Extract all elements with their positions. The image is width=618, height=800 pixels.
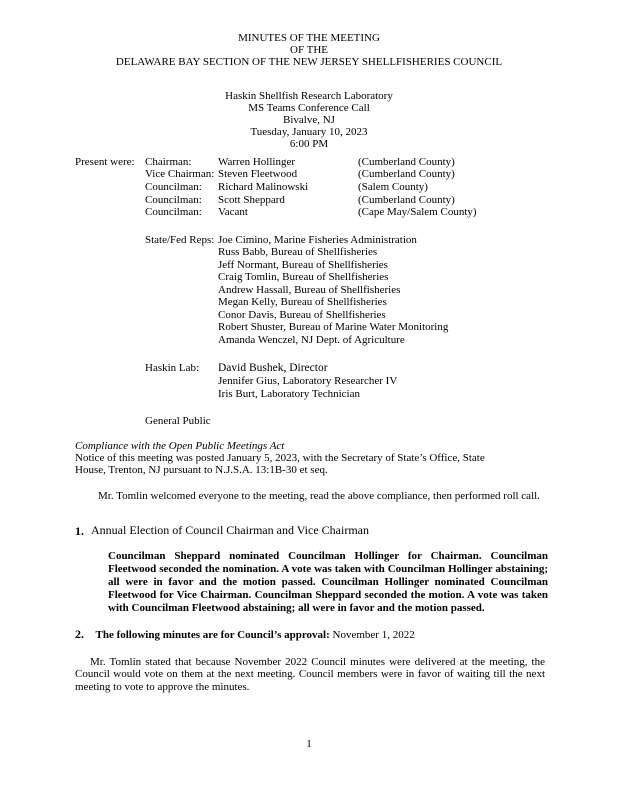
general-public: General Public [145,415,211,427]
section-2-number: 2. [75,627,84,641]
section-1-title: Annual Election of Council Chairman and Vice Chairman [91,523,369,537]
compliance-title: Compliance with the Open Public Meetings Act [75,440,285,452]
state-rep: Russ Babb, Bureau of Shellfisheries [218,246,378,258]
state-rep: Megan Kelly, Bureau of Shellfisheries [218,296,387,308]
council-name: Vacant [218,206,248,218]
council-role: Chairman: [145,156,192,168]
meeting-date: Tuesday, January 10, 2023 [250,126,368,138]
council-county: (Cumberland County) [358,194,455,206]
title-line-1: MINUTES OF THE MEETING [238,32,380,44]
council-name: Steven Fleetwood [218,168,298,180]
present-label: Present were: [75,156,135,168]
state-rep: Jeff Normant, Bureau of Shellfisheries [218,259,388,271]
state-rep: Andrew Hassall, Bureau of Shellfisheries [218,284,401,296]
title-line-2: OF THE [290,44,328,56]
meeting-time: 6:00 PM [289,138,329,150]
council-name: Warren Hollinger [218,156,295,168]
haskin-member: Iris Burt, Laboratory Technician [218,388,360,400]
section-2-heading [75,628,415,641]
state-rep: Robert Shuster, Bureau of Marine Water Monitoring [218,321,449,333]
page-number: 1 [306,738,312,750]
meeting-town: Bivalve, NJ [283,114,335,126]
section-1-number: 1. [75,524,84,538]
council-county: (Cumberland County) [358,168,455,180]
council-role: Councilman: [145,206,202,218]
council-role: Councilman: [145,194,202,206]
state-rep: Joe Cimino, Marine Fisheries Administration [218,234,417,246]
title-line-3: DELAWARE BAY SECTION OF THE NEW JERSEY SHELLFISHERIES COUNCIL [115,56,503,68]
council-role: Vice Chairman: [145,168,215,180]
council-county: (Salem County) [358,181,428,193]
haskin-label: Haskin Lab: [145,362,200,374]
council-county: (Cape May/Salem County) [358,206,477,218]
section-1-body: Councilman Sheppard nominated Councilman Hollinger for Chairman. Councilman Fleetwood seconded the nomination. A vote was taken with Councilman Hollinger abstaining; all were in favor and the motion passed. Councilman Hollinger nominated Councilman Fleetwood for Vice Chairman. Councilman Sheppard seconded the motion. A vote was taken with Councilman Fleetwood abstaining; all were in favor and the motion passed. [108,550,548,614]
state-rep: Craig Tomlin, Bureau of Shellfisheries [218,271,389,283]
haskin-member: Jennifer Gius, Laboratory Researcher IV [218,375,398,387]
council-name: Richard Malinowski [218,181,309,193]
state-reps-label: State/Fed Reps: [145,234,215,246]
welcome-paragraph: Mr. Tomlin welcomed everyone to the meeting, read the above compliance, then performed roll call. [98,490,540,502]
council-role: Councilman: [145,181,202,193]
council-county: (Cumberland County) [358,156,455,168]
meeting-call: MS Teams Conference Call [248,102,370,114]
section-2-title: The following minutes are for Council’s approval: [95,629,330,641]
haskin-member: David Bushek, Director [218,362,328,374]
compliance-text: Notice of this meeting was posted January 5, 2023, with the Secretary of State’s Office, State House, Trenton, NJ pursuant to N.J.S.A. 13:1B-30 et seq. [75,452,485,477]
state-rep: Amanda Wenczel, NJ Dept. of Agriculture [218,334,405,346]
state-rep: Conor Davis, Bureau of Shellfisheries [218,309,386,321]
section-2-date: November 1, 2022 [329,629,415,641]
meeting-location: Haskin Shellfish Research Laboratory [225,90,393,102]
council-name: Scott Sheppard [218,194,285,206]
section-2-body: Mr. Tomlin stated that because November 2022 Council minutes were delivered at the meeting, the Council would vote on them at the next meeting. Council members were in favor of waiting till the next meeting to vote to approve the minutes. [75,656,545,693]
